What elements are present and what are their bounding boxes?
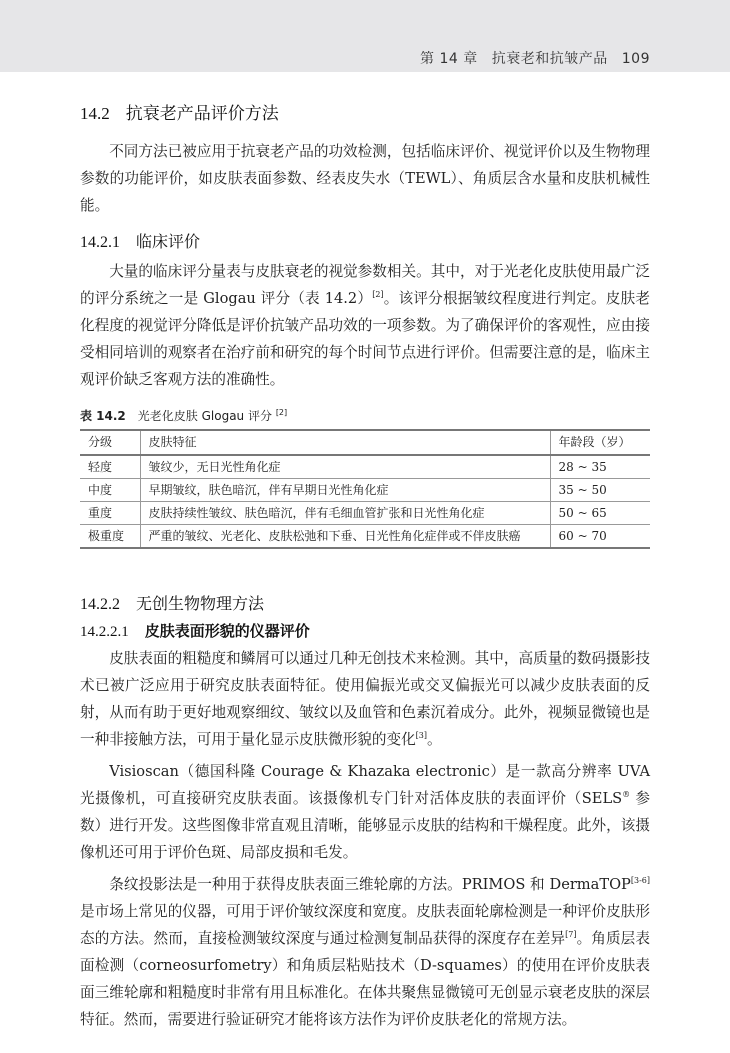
paragraph-text: 不同方法已被应用于抗衰老产品的功效检测，包括临床评价、视觉评价以及生物物理参数的功能评价，如皮肤表面参数、经表皮失水（TEWL）、角质层含水量和皮肤机械性能。	[80, 143, 650, 214]
page-number: 109	[621, 51, 650, 67]
section-title: 皮肤表面形貌的仪器评价	[144, 622, 310, 640]
cell-feature: 早期皱纹，肤色暗沉，伴有早期日光性角化症	[140, 479, 550, 502]
paragraph-text	[80, 871, 650, 1033]
section-number: 14.2.2.1	[80, 624, 129, 640]
section-title: 抗衰老产品评价方法	[125, 104, 279, 124]
chapter-title: 抗衰老和抗皱产品	[491, 51, 608, 67]
citation: [7]	[565, 930, 577, 940]
chapter-label: 第 14 章	[420, 51, 478, 67]
page-body	[80, 72, 650, 1053]
cell-age: 50 ~ 65	[550, 502, 650, 525]
citation: [2]	[372, 290, 384, 300]
table-header-row	[80, 430, 650, 455]
column-header: 分级	[80, 430, 140, 455]
section-heading-14-2-2	[80, 593, 650, 616]
header-text	[406, 48, 650, 68]
clinical-paragraph	[80, 258, 650, 393]
table-row	[80, 525, 650, 549]
paragraph-text	[80, 258, 650, 393]
text: 。该评分根据皱纹程度进行判定。皮肤老化程度的视觉评分降低是评价抗皱产品功效的一项参数。为了确保评价的客观性，应由接受相同培训的观察者在治疗前和研究的每个时间节点进行评价。但需要注意的是，临床主观评价缺乏客观方法的准确性。	[80, 290, 650, 388]
cell-age: 60 ~ 70	[550, 525, 650, 549]
table-row	[80, 479, 650, 502]
cell-age: 35 ~ 50	[550, 479, 650, 502]
section-heading-14-2	[80, 102, 650, 126]
citation: [2]	[275, 408, 288, 417]
table-row	[80, 455, 650, 479]
cell-grade: 重度	[80, 502, 140, 525]
glogau-table	[80, 429, 650, 549]
text: 条纹投影法是一种用于获得皮肤表面三维轮廓的方法。PRIMOS 和 DermaTOP	[109, 876, 631, 893]
citation: [3-6]	[630, 876, 650, 886]
text: 大量的临床评分量表与皮肤衰老的视觉参数相关。其中，对于光老化皮肤使用最广泛的评分系统之一是 Glogau 评分（表 14.2）	[80, 263, 650, 307]
cell-feature: 皱纹少，无日光性角化症	[140, 455, 550, 479]
section-heading-14-2-1	[80, 231, 650, 254]
cell-grade: 中度	[80, 479, 140, 502]
running-header	[0, 0, 730, 72]
section-number: 14.2	[80, 104, 110, 123]
table-label: 表 14.2	[80, 409, 126, 423]
cell-age: 28 ~ 35	[550, 455, 650, 479]
cell-feature: 严重的皱纹、光老化、皮肤松弛和下垂、日光性角化症伴或不伴皮肤癌	[140, 525, 550, 549]
section-title: 临床评价	[136, 232, 201, 251]
registered-mark: ®	[622, 790, 631, 800]
table-title: 光老化皮肤 Glogau 评分	[137, 409, 272, 423]
text: 。角质层表面检测（corneosurfometry）和角质层粘贴技术（D-squames）的使用在评价皮肤表面三维轮廓和粗糙度时非常有用且标准化。在体共聚焦显微镜可无创显示衰老皮肤的深层特征。然而，需要进行验证研究才能将该方法作为评价皮肤老化的常规方法。	[80, 930, 650, 1028]
cell-grade: 轻度	[80, 455, 140, 479]
instrument-paragraphs	[80, 645, 650, 1033]
text: 。	[427, 731, 442, 748]
text: 参数）进行开发。这些图像非常直观且清晰，能够显示皮肤的结构和干燥程度。此外，该摄像机还可用于评价色斑、局部皮损和毛发。	[80, 790, 651, 861]
text: 皮肤表面的粗糙度和鳞屑可以通过几种无创技术来检测。其中，高质量的数码摄影技术已被广泛应用于研究皮肤表面特征。使用偏振光或交叉偏振光可以减少皮肤表面的反射，从而有助于更好地观察细纹、皱纹以及血管和色素沉着成分。此外，视频显微镜也是一种非接触方法，可用于量化显示皮肤微形貌的变化	[80, 650, 650, 748]
intro-paragraph	[80, 138, 650, 219]
text: 是市场上常见的仪器，可用于评价皱纹深度和宽度。皮肤表面轮廓检测是一种评价皮肤形态的方法。然而，直接检测皱纹深度与通过检测复制品获得的深度存在差异	[80, 903, 650, 947]
column-header: 皮肤特征	[140, 430, 550, 455]
table-caption	[80, 407, 650, 425]
citation: [3]	[415, 731, 428, 741]
section-heading-14-2-2-1	[80, 620, 650, 643]
cell-grade: 极重度	[80, 525, 140, 549]
paragraph-text	[80, 758, 650, 866]
paragraph-text	[80, 645, 650, 753]
section-number: 14.2.1	[80, 234, 120, 251]
cell-feature: 皮肤持续性皱纹、肤色暗沉，伴有毛细血管扩张和日光性角化症	[140, 502, 550, 525]
section-title: 无创生物物理方法	[136, 594, 265, 613]
column-header: 年龄段（岁）	[550, 430, 650, 455]
table-row	[80, 502, 650, 525]
section-number: 14.2.2	[80, 596, 120, 613]
text: Visioscan（德国科隆 Courage & Khazaka electronic）是一款高分辨率 UVA 光摄像机，可直接研究皮肤表面。该摄像机专门针对活体皮肤的表面评价（SELS	[80, 763, 650, 807]
